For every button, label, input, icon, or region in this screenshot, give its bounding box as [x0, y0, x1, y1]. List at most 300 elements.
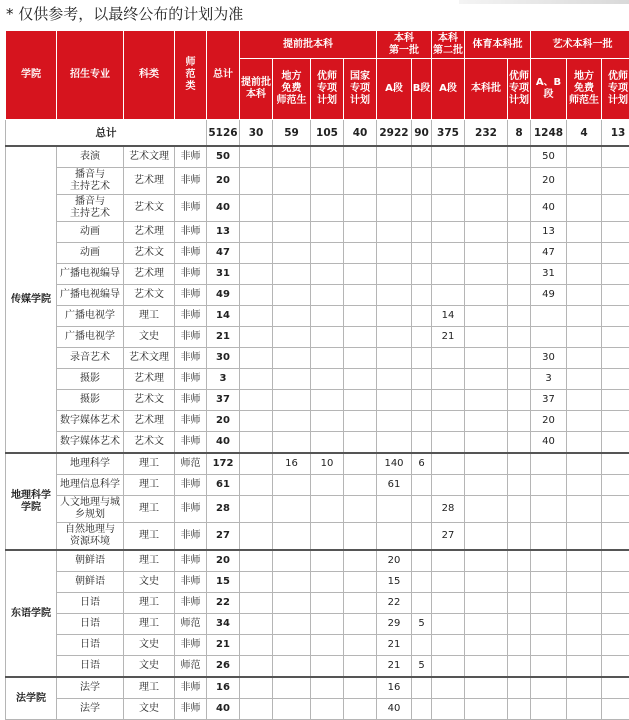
- quota-cell: 29: [377, 614, 412, 635]
- header-college: 学院: [6, 31, 57, 120]
- quota-cell: [432, 475, 465, 496]
- quota-cell: 21: [432, 327, 465, 348]
- quota-cell: [311, 614, 344, 635]
- quota-cell: [567, 264, 602, 285]
- quota-cell: [240, 411, 273, 432]
- table-row: [6, 496, 629, 523]
- subheader: 本科批: [465, 59, 508, 120]
- quota-cell: [567, 348, 602, 369]
- normal-cell: 非师: [175, 432, 207, 454]
- header-tiqian: 提前批本科: [240, 31, 377, 59]
- quota-cell: [465, 593, 508, 614]
- quota-cell: [344, 656, 377, 678]
- quota-cell: [567, 475, 602, 496]
- total-cell: 13: [602, 120, 629, 147]
- quota-cell: [508, 369, 531, 390]
- quota-cell: [344, 453, 377, 475]
- total-cell: 37: [207, 390, 240, 411]
- total-cell: 31: [207, 264, 240, 285]
- quota-cell: [567, 369, 602, 390]
- quota-cell: [567, 572, 602, 593]
- quota-cell: [240, 635, 273, 656]
- quota-cell: [412, 306, 432, 327]
- table-row: [6, 222, 629, 243]
- quota-cell: [412, 699, 432, 720]
- quota-cell: [602, 146, 629, 168]
- quota-cell: [240, 550, 273, 572]
- total-cell: 28: [207, 496, 240, 523]
- quota-cell: [567, 195, 602, 222]
- major-cell: 动画: [57, 243, 124, 264]
- quota-cell: [273, 635, 311, 656]
- total-cell: 20: [207, 168, 240, 195]
- total-cell: 172: [207, 453, 240, 475]
- quota-cell: [567, 453, 602, 475]
- quota-cell: [465, 677, 508, 699]
- quota-cell: [432, 572, 465, 593]
- total-cell: 14: [207, 306, 240, 327]
- quota-cell: [412, 369, 432, 390]
- major-cell: 动画: [57, 222, 124, 243]
- quota-cell: [567, 222, 602, 243]
- quota-cell: [465, 699, 508, 720]
- subheader: B段: [412, 59, 432, 120]
- quota-cell: [567, 306, 602, 327]
- quota-cell: [508, 348, 531, 369]
- quota-cell: [567, 390, 602, 411]
- quota-cell: [531, 523, 567, 551]
- subject-cell: 艺术文: [124, 432, 175, 454]
- quota-cell: [602, 593, 629, 614]
- quota-cell: [602, 523, 629, 551]
- subject-cell: 文史: [124, 699, 175, 720]
- quota-cell: [465, 496, 508, 523]
- quota-cell: [432, 195, 465, 222]
- quota-cell: [531, 677, 567, 699]
- subject-cell: 文史: [124, 327, 175, 348]
- subheader: 提前批 本科: [240, 59, 273, 120]
- total-label: 总计: [6, 120, 207, 147]
- quota-cell: [567, 285, 602, 306]
- total-cell: 232: [465, 120, 508, 147]
- quota-cell: 20: [531, 168, 567, 195]
- quota-cell: [508, 593, 531, 614]
- quota-cell: [465, 146, 508, 168]
- quota-cell: [377, 285, 412, 306]
- quota-cell: [240, 243, 273, 264]
- quota-cell: [465, 348, 508, 369]
- college-cell: 传媒学院: [6, 146, 57, 453]
- table-row: [6, 195, 629, 222]
- quota-cell: [377, 306, 412, 327]
- normal-cell: 非师: [175, 635, 207, 656]
- quota-cell: [377, 264, 412, 285]
- quota-cell: 21: [377, 635, 412, 656]
- quota-cell: [240, 348, 273, 369]
- quota-cell: [344, 369, 377, 390]
- quota-cell: [567, 677, 602, 699]
- quota-cell: [508, 243, 531, 264]
- quota-cell: [344, 475, 377, 496]
- quota-cell: [567, 432, 602, 454]
- normal-cell: 非师: [175, 411, 207, 432]
- quota-cell: [531, 593, 567, 614]
- quota-cell: [531, 656, 567, 678]
- subheader: A段: [377, 59, 412, 120]
- major-cell: 广播电视学: [57, 327, 124, 348]
- quota-cell: [465, 243, 508, 264]
- enrollment-plan-table: [5, 30, 629, 720]
- subject-cell: 艺术文理: [124, 348, 175, 369]
- quota-cell: [311, 146, 344, 168]
- quota-cell: 16: [273, 453, 311, 475]
- quota-cell: [344, 614, 377, 635]
- quota-cell: [508, 572, 531, 593]
- quota-cell: [432, 656, 465, 678]
- table-row: [6, 264, 629, 285]
- quota-cell: [311, 550, 344, 572]
- quota-cell: [240, 306, 273, 327]
- quota-cell: 22: [377, 593, 412, 614]
- total-cell: 50: [207, 146, 240, 168]
- quota-cell: [508, 475, 531, 496]
- quota-cell: [344, 243, 377, 264]
- total-cell: 13: [207, 222, 240, 243]
- quota-cell: [273, 195, 311, 222]
- quota-cell: [432, 550, 465, 572]
- quota-cell: [344, 635, 377, 656]
- quota-cell: [377, 390, 412, 411]
- quota-cell: [465, 327, 508, 348]
- quota-cell: [602, 677, 629, 699]
- normal-cell: 非师: [175, 222, 207, 243]
- major-cell: 广播电视学: [57, 306, 124, 327]
- quota-cell: [567, 327, 602, 348]
- normal-cell: 非师: [175, 146, 207, 168]
- header-erpi: 本科 第二批: [432, 31, 465, 59]
- quota-cell: [377, 168, 412, 195]
- total-cell: 15: [207, 572, 240, 593]
- quota-cell: [273, 572, 311, 593]
- subject-cell: 艺术文: [124, 195, 175, 222]
- header-tiyu: 体育本科批: [465, 31, 531, 59]
- major-cell: 法学: [57, 699, 124, 720]
- quota-cell: [531, 550, 567, 572]
- quota-cell: [602, 195, 629, 222]
- quota-cell: [377, 146, 412, 168]
- quota-cell: [311, 593, 344, 614]
- major-cell: 自然地理与 资源环境: [57, 523, 124, 551]
- normal-cell: 非师: [175, 285, 207, 306]
- quota-cell: [508, 390, 531, 411]
- quota-cell: [567, 243, 602, 264]
- quota-cell: [344, 432, 377, 454]
- quota-cell: [432, 369, 465, 390]
- quota-cell: [311, 475, 344, 496]
- quota-cell: [273, 369, 311, 390]
- quota-cell: [377, 432, 412, 454]
- college-cell: 地理科学 学院: [6, 453, 57, 550]
- quota-cell: [240, 593, 273, 614]
- quota-cell: [567, 411, 602, 432]
- quota-cell: [602, 264, 629, 285]
- table-row: [6, 593, 629, 614]
- quota-cell: 6: [412, 453, 432, 475]
- quota-cell: [311, 572, 344, 593]
- total-cell: 59: [273, 120, 311, 147]
- quota-cell: [465, 264, 508, 285]
- major-cell: 数字媒体艺术: [57, 432, 124, 454]
- quota-cell: [240, 264, 273, 285]
- quota-cell: 14: [432, 306, 465, 327]
- total-cell: 47: [207, 243, 240, 264]
- total-cell: 1248: [531, 120, 567, 147]
- quota-cell: [273, 593, 311, 614]
- quota-cell: [240, 285, 273, 306]
- total-cell: 27: [207, 523, 240, 551]
- quota-cell: 37: [531, 390, 567, 411]
- total-cell: 40: [344, 120, 377, 147]
- major-cell: 日语: [57, 656, 124, 678]
- quota-cell: [377, 327, 412, 348]
- subject-cell: 理工: [124, 496, 175, 523]
- normal-cell: 非师: [175, 496, 207, 523]
- quota-cell: [602, 572, 629, 593]
- quota-cell: 15: [377, 572, 412, 593]
- quota-cell: [311, 390, 344, 411]
- subheader: 地方 免费 师范生: [567, 59, 602, 120]
- subject-cell: 文史: [124, 572, 175, 593]
- quota-cell: [273, 243, 311, 264]
- quota-cell: [412, 348, 432, 369]
- subheader: 国家 专项 计划: [344, 59, 377, 120]
- quota-cell: [602, 475, 629, 496]
- quota-cell: 20: [377, 550, 412, 572]
- quota-cell: [240, 475, 273, 496]
- subject-cell: 理工: [124, 593, 175, 614]
- quota-cell: [273, 614, 311, 635]
- subject-cell: 文史: [124, 635, 175, 656]
- subheader: 地方 免费 师范生: [273, 59, 311, 120]
- normal-cell: 非师: [175, 390, 207, 411]
- quota-cell: [465, 222, 508, 243]
- normal-cell: 非师: [175, 348, 207, 369]
- quota-cell: [344, 390, 377, 411]
- normal-cell: 非师: [175, 475, 207, 496]
- quota-cell: [432, 432, 465, 454]
- quota-cell: [567, 523, 602, 551]
- quota-cell: [240, 222, 273, 243]
- quota-cell: [412, 635, 432, 656]
- quota-cell: [273, 222, 311, 243]
- subheader: A、B段: [531, 59, 567, 120]
- quota-cell: [432, 699, 465, 720]
- subheader: 优师 专项 计划: [508, 59, 531, 120]
- table-row: [6, 390, 629, 411]
- quota-cell: [602, 222, 629, 243]
- quota-cell: [273, 168, 311, 195]
- major-cell: 摄影: [57, 390, 124, 411]
- quota-cell: [432, 390, 465, 411]
- major-cell: 表演: [57, 146, 124, 168]
- quota-cell: [311, 496, 344, 523]
- quota-cell: [465, 656, 508, 678]
- quota-cell: [240, 523, 273, 551]
- quota-cell: [432, 264, 465, 285]
- quota-cell: [344, 593, 377, 614]
- quota-cell: [311, 369, 344, 390]
- quota-cell: [508, 264, 531, 285]
- quota-cell: [240, 390, 273, 411]
- quota-cell: [602, 327, 629, 348]
- quota-cell: [412, 475, 432, 496]
- normal-cell: 非师: [175, 593, 207, 614]
- table-row: [6, 677, 629, 699]
- major-cell: 数字媒体艺术: [57, 411, 124, 432]
- quota-cell: [508, 656, 531, 678]
- quota-cell: [311, 677, 344, 699]
- quota-cell: [432, 146, 465, 168]
- quota-cell: [531, 572, 567, 593]
- total-cell: 26: [207, 656, 240, 678]
- table-header: [6, 31, 629, 120]
- table-row: [6, 550, 629, 572]
- header-yishu: 艺术本科一批: [531, 31, 629, 59]
- subheader: A段: [432, 59, 465, 120]
- major-cell: 日语: [57, 593, 124, 614]
- quota-cell: [602, 411, 629, 432]
- quota-cell: [412, 390, 432, 411]
- quota-cell: [377, 222, 412, 243]
- quota-cell: 3: [531, 369, 567, 390]
- quota-cell: [273, 496, 311, 523]
- header-subject: 科类: [124, 31, 175, 120]
- quota-cell: [311, 264, 344, 285]
- subject-cell: 艺术文: [124, 390, 175, 411]
- normal-cell: 非师: [175, 550, 207, 572]
- quota-cell: [567, 168, 602, 195]
- quota-cell: [344, 411, 377, 432]
- quota-cell: [531, 614, 567, 635]
- quota-cell: [273, 327, 311, 348]
- quota-cell: [602, 168, 629, 195]
- quota-cell: [508, 168, 531, 195]
- quota-cell: [273, 523, 311, 551]
- subject-cell: 艺术理: [124, 411, 175, 432]
- total-cell: 30: [240, 120, 273, 147]
- quota-cell: [273, 348, 311, 369]
- quota-cell: 5: [412, 656, 432, 678]
- quota-cell: [508, 699, 531, 720]
- total-cell: 21: [207, 635, 240, 656]
- quota-cell: [602, 656, 629, 678]
- quota-cell: 47: [531, 243, 567, 264]
- quota-cell: [273, 285, 311, 306]
- subject-cell: 理工: [124, 614, 175, 635]
- quota-cell: [465, 411, 508, 432]
- quota-cell: [531, 699, 567, 720]
- quota-cell: [412, 432, 432, 454]
- header-major: 招生专业: [57, 31, 124, 120]
- quota-cell: [273, 550, 311, 572]
- total-cell: 40: [207, 195, 240, 222]
- quota-cell: [432, 222, 465, 243]
- quota-cell: [465, 168, 508, 195]
- quota-cell: [412, 572, 432, 593]
- header-total: 总计: [207, 31, 240, 120]
- subheader: 优师 专项 计划: [602, 59, 629, 120]
- table-row: [6, 656, 629, 678]
- quota-cell: [344, 285, 377, 306]
- total-cell: 375: [432, 120, 465, 147]
- quota-cell: 140: [377, 453, 412, 475]
- quota-cell: [465, 306, 508, 327]
- quota-cell: [240, 369, 273, 390]
- quota-cell: [240, 572, 273, 593]
- header-normal: 师 范 类: [175, 31, 207, 120]
- quota-cell: [465, 453, 508, 475]
- quota-cell: [567, 146, 602, 168]
- quota-cell: [344, 550, 377, 572]
- quota-cell: [377, 243, 412, 264]
- quota-cell: [344, 264, 377, 285]
- normal-cell: 非师: [175, 572, 207, 593]
- quota-cell: [273, 432, 311, 454]
- table-row: [6, 572, 629, 593]
- subject-cell: 理工: [124, 550, 175, 572]
- quota-cell: [311, 168, 344, 195]
- quota-cell: [273, 677, 311, 699]
- quota-cell: [311, 348, 344, 369]
- table-row: [6, 432, 629, 454]
- quota-cell: [508, 327, 531, 348]
- quota-cell: [240, 327, 273, 348]
- table-row: [6, 306, 629, 327]
- page-corner-decoration: [459, 0, 629, 4]
- quota-cell: [432, 593, 465, 614]
- normal-cell: 非师: [175, 243, 207, 264]
- normal-cell: 非师: [175, 168, 207, 195]
- subject-cell: 理工: [124, 453, 175, 475]
- normal-cell: 非师: [175, 369, 207, 390]
- table-row: [6, 523, 629, 551]
- table-row: [6, 699, 629, 720]
- quota-cell: [508, 550, 531, 572]
- subject-cell: 艺术理: [124, 369, 175, 390]
- total-cell: 16: [207, 677, 240, 699]
- quota-cell: [240, 146, 273, 168]
- quota-cell: 10: [311, 453, 344, 475]
- total-cell: 49: [207, 285, 240, 306]
- quota-cell: [465, 635, 508, 656]
- table-row: [6, 348, 629, 369]
- quota-cell: 16: [377, 677, 412, 699]
- quota-cell: [344, 195, 377, 222]
- quota-cell: [465, 550, 508, 572]
- total-cell: 22: [207, 593, 240, 614]
- quota-cell: [508, 523, 531, 551]
- table-row: [6, 475, 629, 496]
- normal-cell: 师范: [175, 614, 207, 635]
- major-cell: 人文地理与城 乡规划: [57, 496, 124, 523]
- quota-cell: [311, 195, 344, 222]
- quota-cell: [377, 411, 412, 432]
- major-cell: 朝鲜语: [57, 572, 124, 593]
- table-row: [6, 285, 629, 306]
- quota-cell: [377, 348, 412, 369]
- quota-cell: [412, 677, 432, 699]
- quota-cell: [273, 411, 311, 432]
